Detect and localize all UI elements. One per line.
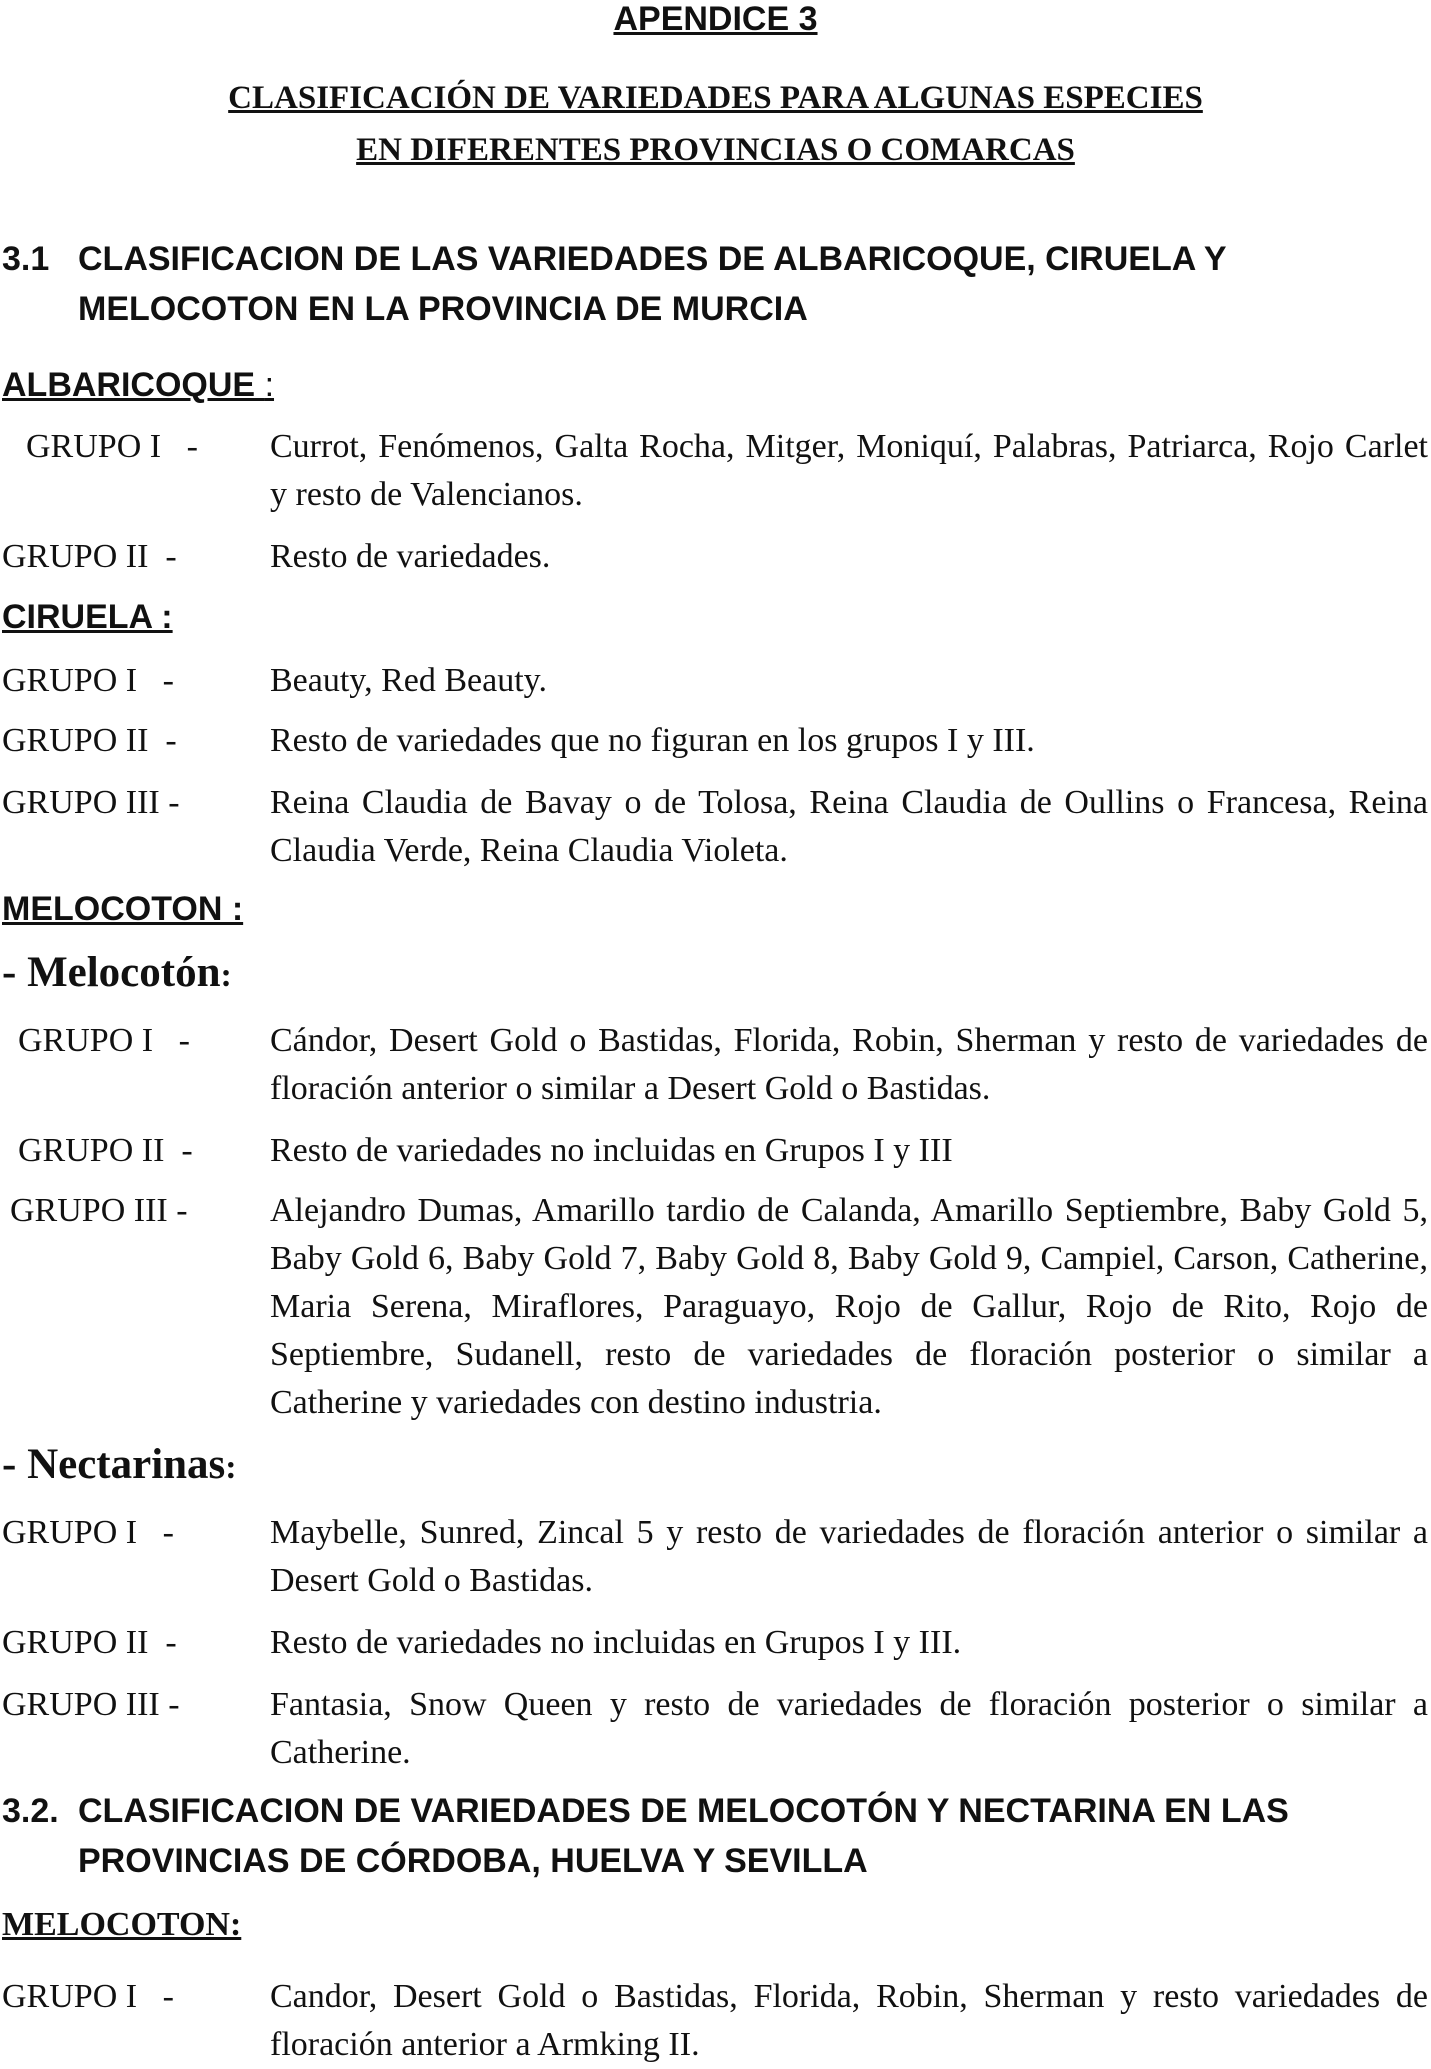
nectarinas-sub-label: - Nectarinas xyxy=(2,1441,226,1488)
section-2-group-1-label: GRUPO I - xyxy=(2,1978,174,2015)
melocoton-group-1-label: GRUPO I - xyxy=(18,1022,190,1059)
ciruela-header: CIRUELA : xyxy=(2,598,173,636)
nectarinas-group-1-label: GRUPO I - xyxy=(2,1514,174,1551)
albaricoque-label: ALBARICOQUE xyxy=(2,366,265,404)
subtitle-line-2: EN DIFERENTES PROVINCIAS O COMARCAS xyxy=(356,132,1075,168)
nectarinas-group-2-label: GRUPO II - xyxy=(2,1624,177,1661)
melocoton-sub-label: - Melocotón xyxy=(2,949,221,996)
melocoton-group-1-text: Cándor, Desert Gold o Bastidas, Florida, Robin, Sherman y resto de variedades de floración anterior o similar a Desert Gold o Bastidas. xyxy=(270,1022,1428,1107)
melocoton-subheader xyxy=(2,948,232,997)
melocoton-group-3-label: GRUPO III - xyxy=(10,1192,188,1229)
albaricoque-group-1-label: GRUPO I - xyxy=(26,428,198,465)
ciruela-group-1-text: Beauty, Red Beauty. xyxy=(270,662,547,699)
melocoton-sub-colon: : xyxy=(220,957,232,994)
nectarinas-subheader xyxy=(2,1440,237,1489)
ciruela-group-3-text: Reina Claudia de Bavay o de Tolosa, Reina Claudia de Oullins o Francesa, Reina Claudia Verde, Reina Claudia Violeta. xyxy=(270,784,1428,869)
albaricoque-colon: : xyxy=(264,366,275,404)
melocoton-group-3-text: Alejandro Dumas, Amarillo tardio de Calanda, Amarillo Septiembre, Baby Gold 5, Baby Gold 6, Baby Gold 7, Baby Gold 8, Baby Gold 9, Campiel, Carson, Catherine, Maria Serena, Miraflores, Paraguayo, Rojo de Gallur, Rojo de Rito, Rojo de Septiembre, Sudanell, resto de variedades de floración posterior o similar a Catherine y variedades con destino industria. xyxy=(270,1192,1428,1421)
section-2-heading: CLASIFICACION DE VARIEDADES DE MELOCOTÓN Y NECTARINA EN LAS PROVINCIAS DE CÓRDOBA, HUELVA Y SEVILLA xyxy=(78,1792,1289,1880)
albaricoque-group-2-label: GRUPO II - xyxy=(2,538,177,575)
nectarinas-group-2-text: Resto de variedades no incluidas en Grupos I y III. xyxy=(270,1624,962,1661)
nectarinas-sub-colon: : xyxy=(225,1449,237,1486)
subtitle-line-1: CLASIFICACIÓN DE VARIEDADES PARA ALGUNAS ESPECIES xyxy=(228,80,1203,116)
albaricoque-group-1-text: Currot, Fenómenos, Galta Rocha, Mitger, Moniquí, Palabras, Patriarca, Rojo Carlet y resto de Valencianos. xyxy=(270,428,1428,513)
page-title: APENDICE 3 xyxy=(613,0,818,38)
section-2-melocoton-header: MELOCOTON: xyxy=(2,1906,242,1943)
nectarinas-group-3-label: GRUPO III - xyxy=(2,1686,180,1723)
melocoton-group-2-text: Resto de variedades no incluidas en Grupos I y III xyxy=(270,1132,953,1169)
ciruela-group-2-text: Resto de variedades que no figuran en los grupos I y III. xyxy=(270,722,1035,759)
ciruela-group-1-label: GRUPO I - xyxy=(2,662,174,699)
section-2-number: 3.2. xyxy=(2,1792,59,1830)
albaricoque-group-2-text: Resto de variedades. xyxy=(270,538,551,575)
melocoton-group-2-label: GRUPO II - xyxy=(18,1132,193,1169)
section-1-number: 3.1 xyxy=(2,240,50,278)
section-1-heading: CLASIFICACION DE LAS VARIEDADES DE ALBARICOQUE, CIRUELA Y MELOCOTON EN LA PROVINCIA DE MURCIA xyxy=(78,240,1226,328)
albaricoque-header xyxy=(2,366,274,405)
melocoton-header: MELOCOTON : xyxy=(2,890,244,928)
ciruela-group-2-label: GRUPO II - xyxy=(2,722,177,759)
nectarinas-group-3-text: Fantasia, Snow Queen y resto de variedades de floración posterior o similar a Catherine. xyxy=(270,1686,1428,1771)
nectarinas-group-1-text: Maybelle, Sunred, Zincal 5 y resto de variedades de floración anterior o similar a Desert Gold o Bastidas. xyxy=(270,1514,1428,1599)
ciruela-group-3-label: GRUPO III - xyxy=(2,784,180,821)
section-2-group-1-text: Candor, Desert Gold o Bastidas, Florida, Robin, Sherman y resto variedades de floración anterior a Armking II. xyxy=(270,1978,1428,2063)
